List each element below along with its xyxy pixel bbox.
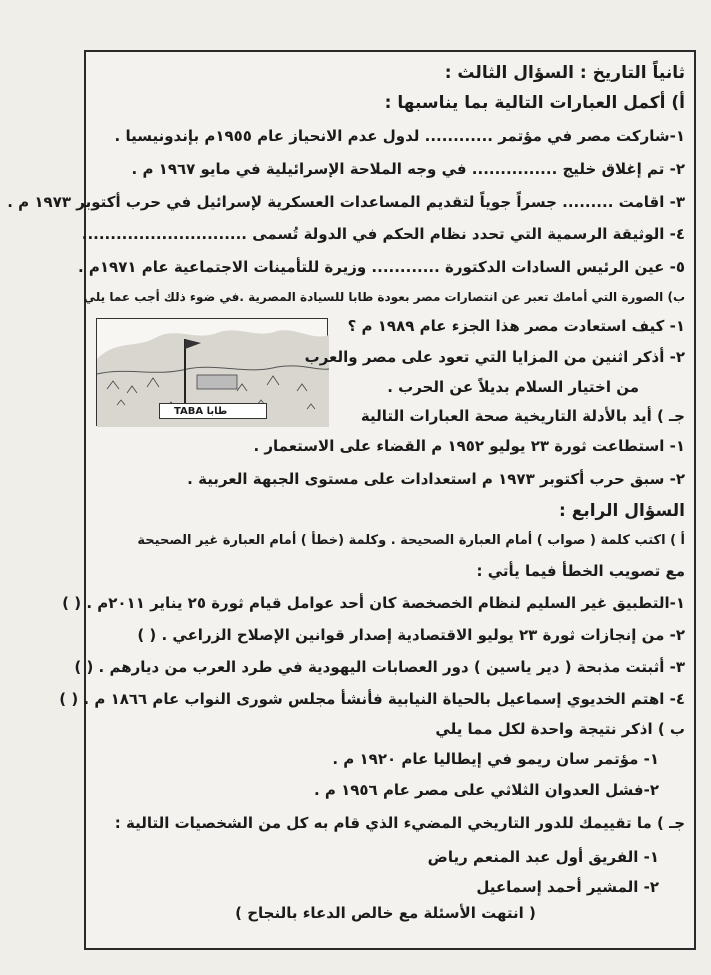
prove-item-1: ١- استطاعت ثورة ٢٣ يوليو ١٩٥٢ م القضاء على الاستعمار . [253,437,685,455]
result-title: ب ) اذكر نتيجة واحدة لكل مما يلي [435,720,685,738]
taba-sign: TABA طابا [159,403,267,419]
result-item-2: ٢-فشل العدوان الثلاثي على مصر عام ١٩٥٦ م . [313,781,659,799]
true-false-item-2: ٢- من إنجازات ثورة ٢٣ يوليو الاقتصادية إصدار قوانين الإصلاح الزراعي . ( ) [137,626,685,644]
exam-footer: ( انتهت الأسئلة مع خالص الدعاء بالنجاح ) [235,904,536,922]
taba-question-1: ١- كيف استعادت مصر هذا الجزء عام ١٩٨٩ م ؟ [347,317,685,335]
true-false-item-3: ٣- أثبتت مذبحة ( دير ياسين ) دور العصابات اليهودية في طرد العرب من ديارهم . ( ) [74,658,685,676]
taba-question-2: ٢- أذكر اثنين من المزايا التي تعود على مصر والعرب [304,348,685,366]
taba-question-2-cont: من اختيار السلام بديلاً عن الحرب . [387,378,639,396]
complete-item-1: ١-شاركت مصر في مؤتمر ............ لدول عدم الانحياز عام ١٩٥٥م بإندونيسيا . [114,127,685,145]
section-header-q3: ثانياً التاريخ : السؤال الثالث : [444,63,685,83]
evaluate-title: جـ ) ما تقييمك للدور التاريخي المضيء الذي قام به كل من الشخصيات التالية : [114,814,685,832]
complete-item-5: ٥- عين الرئيس السادات الدكتورة ............ وزيرة للتأمينات الاجتماعية عام ١٩٧١م . [77,258,685,276]
section-header-q4: السؤال الرابع : [559,501,685,521]
complete-item-3: ٣- اقامت ......... جسراً جوياً لتقديم المساعدات العسكرية لإسرائيل في حرب أكتوبر ١٩٧٣ م . [7,193,685,211]
person-item-2: ٢- المشير أحمد إسماعيل [476,878,659,896]
taba-photo [96,318,328,426]
true-false-item-4: ٤- اهتم الخديوي إسماعيل بالحياة النيابية فأنشأ مجلس شورى النواب عام ١٨٦٦ م . ( ) [59,690,685,708]
true-false-title-1: أ ) اكتب كلمة ( صواب ) أمام العبارة الصحيحة . وكلمة (خطأ ) أمام العبارة غير الصحيحة [137,533,685,548]
question-c-title: جـ ) أيد بالأدلة التاريخية صحة العبارات التالية [360,407,685,425]
prove-item-2: ٢- سبق حرب أكتوبر ١٩٧٣ م استعدادات على مستوى الجبهة العربية . [187,470,685,488]
true-false-title-2: مع تصويب الخطأ فيما يأتي : [476,562,685,580]
true-false-item-1: ١-التطبيق غير السليم لنظام الخصخصة كان أحد عوامل قيام ثورة ٢٥ يناير ٢٠١١م . ( ) [62,594,685,612]
complete-item-2: ٢- تم إغلاق خليج ............... في وجه الملاحة الإسرائيلية في مايو ١٩٦٧ م . [131,160,685,178]
person-item-1: ١- الفريق أول عبد المنعم رياض [427,848,659,866]
result-item-1: ١- مؤتمر سان ريمو في إيطاليا عام ١٩٢٠ م . [332,750,659,768]
question-b-title: ب) الصورة التي أمامك تعبر عن انتصارات مصر بعودة طابا للسيادة المصرية .في ضوء ذلك أجب عما يلي [83,290,685,304]
question-a-title: أ) أكمل العبارات التالية بما يناسبها : [384,93,685,113]
complete-item-4: ٤- الوثيقة الرسمية التي تحدد نظام الحكم في الدولة تُسمى ............................. [81,225,685,243]
